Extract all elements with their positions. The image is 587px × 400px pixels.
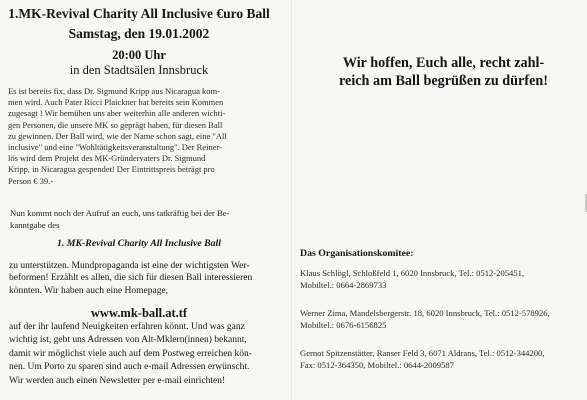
support-line: beformen! Erzählt es allen, die sich für diesen Ball interessieren [9,273,253,284]
organizer-phone: Mobiltel.: 0676-6156825 [300,319,387,330]
intro-line: Kripp, in Nicaragua gespendet! Der Eintrittspreis beträgt pro [8,164,215,175]
organizers-heading: Das Organisationskomitee: [300,248,414,259]
intro-line: zu gewinnen. Der Ball wird, wie der Name schon sagt, eine "All [8,130,227,141]
closing-line: nen. Um Porto zu sparen sind auch e-mail Adressen erwünscht. [9,362,250,373]
organizer-address: Klaus Schlögl, Schloßfeld 1, 6020 Innsbruck, Tel.: 0512-205451, [300,268,525,278]
organizer-address: Werner Zima, Mandelsbergerstr. 18, 6020 Innsbruck, Tel.: 0512-578926, [300,308,550,318]
intro-line: inclusive" und eine "Wohltätigkeitsveranstaltung". Der Reiner- [8,142,222,153]
organizer-phone: Mobiltel.: 0664-2869733 [300,279,387,290]
intro-line: zugesagt ! Wir bemühen uns aber weiterhin alle anderen wichti- [8,108,226,119]
closing-line: damit wir möglichst viele auch auf dem Postweg erreichen kön- [9,348,252,359]
closing-line: Wir werden auch einen Newsletter per e-mail einrichten! [9,375,226,386]
page-fold-line [291,0,292,400]
intro-line: Person € 39.- [8,175,54,186]
support-line: zu unterstützen. Mundpropaganda ist eine der wichtigsten Wer- [9,261,250,271]
event-time: 20:00 Uhr [112,48,166,62]
organizer-entry [300,308,584,332]
greeting-line: reich am Ball begrüßen zu dürfen! [338,73,548,89]
call-to-action-paragraph [10,208,280,231]
organizer-entry [300,268,584,292]
organizer-entry [300,348,584,372]
intro-paragraph [8,86,278,187]
closing-paragraph [9,321,285,388]
closing-line: wichtig ist, gebt uns Adressen von Alt-Mklern(innen) bekannt, [9,335,247,346]
intro-line: Es ist bereits fix, dass Dr. Sigmund Kripp aus Nicaragua kom- [8,86,220,96]
event-venue: in den Stadtsälen Innsbruck [69,63,209,77]
website-link[interactable]: www.mk-ball.at.tf [90,306,188,320]
greeting-line: Wir hoffen, Euch alle, recht zahl- [342,55,545,71]
aufruf-line: Nun kommt noch der Aufruf an euch, uns tatkräftig bei der Be- [10,208,230,218]
event-title: 1.MK-Revival Charity All Inclusive €uro Ball [8,6,270,21]
intro-line: lös wird dem Projekt des MK-Gründervaters Dr. Sigmund [8,153,206,164]
intro-line: gen Personen, die unsere MK so geprägt haben, für diesen Ball [8,119,223,130]
ball-name: 1. MK-Revival Charity All Inclusive Ball [56,238,221,249]
aufruf-line: kanntgabe des [10,219,60,230]
organizer-phone: Fax: 0512-364350, Mobiltel.: 0644-2009587 [300,359,454,370]
support-paragraph [9,260,283,297]
event-date: Samstag, den 19.01.2002 [68,26,210,41]
support-line: könnten. Wir haben auch eine Homepage, [9,285,169,296]
greeting-heading [300,54,587,90]
organizer-address: Gernot Spitzenstätter, Ranser Feld 3, 6071 Aldrans, Tel.: 0512-344200, [300,348,545,358]
intro-line: men wird. Auch Pater Ricci Plaickner hat bereits sein Kommen [8,97,224,108]
closing-line: auf der ihr laufend Neuigkeiten erfahren könnt. Und was ganz [9,322,245,332]
